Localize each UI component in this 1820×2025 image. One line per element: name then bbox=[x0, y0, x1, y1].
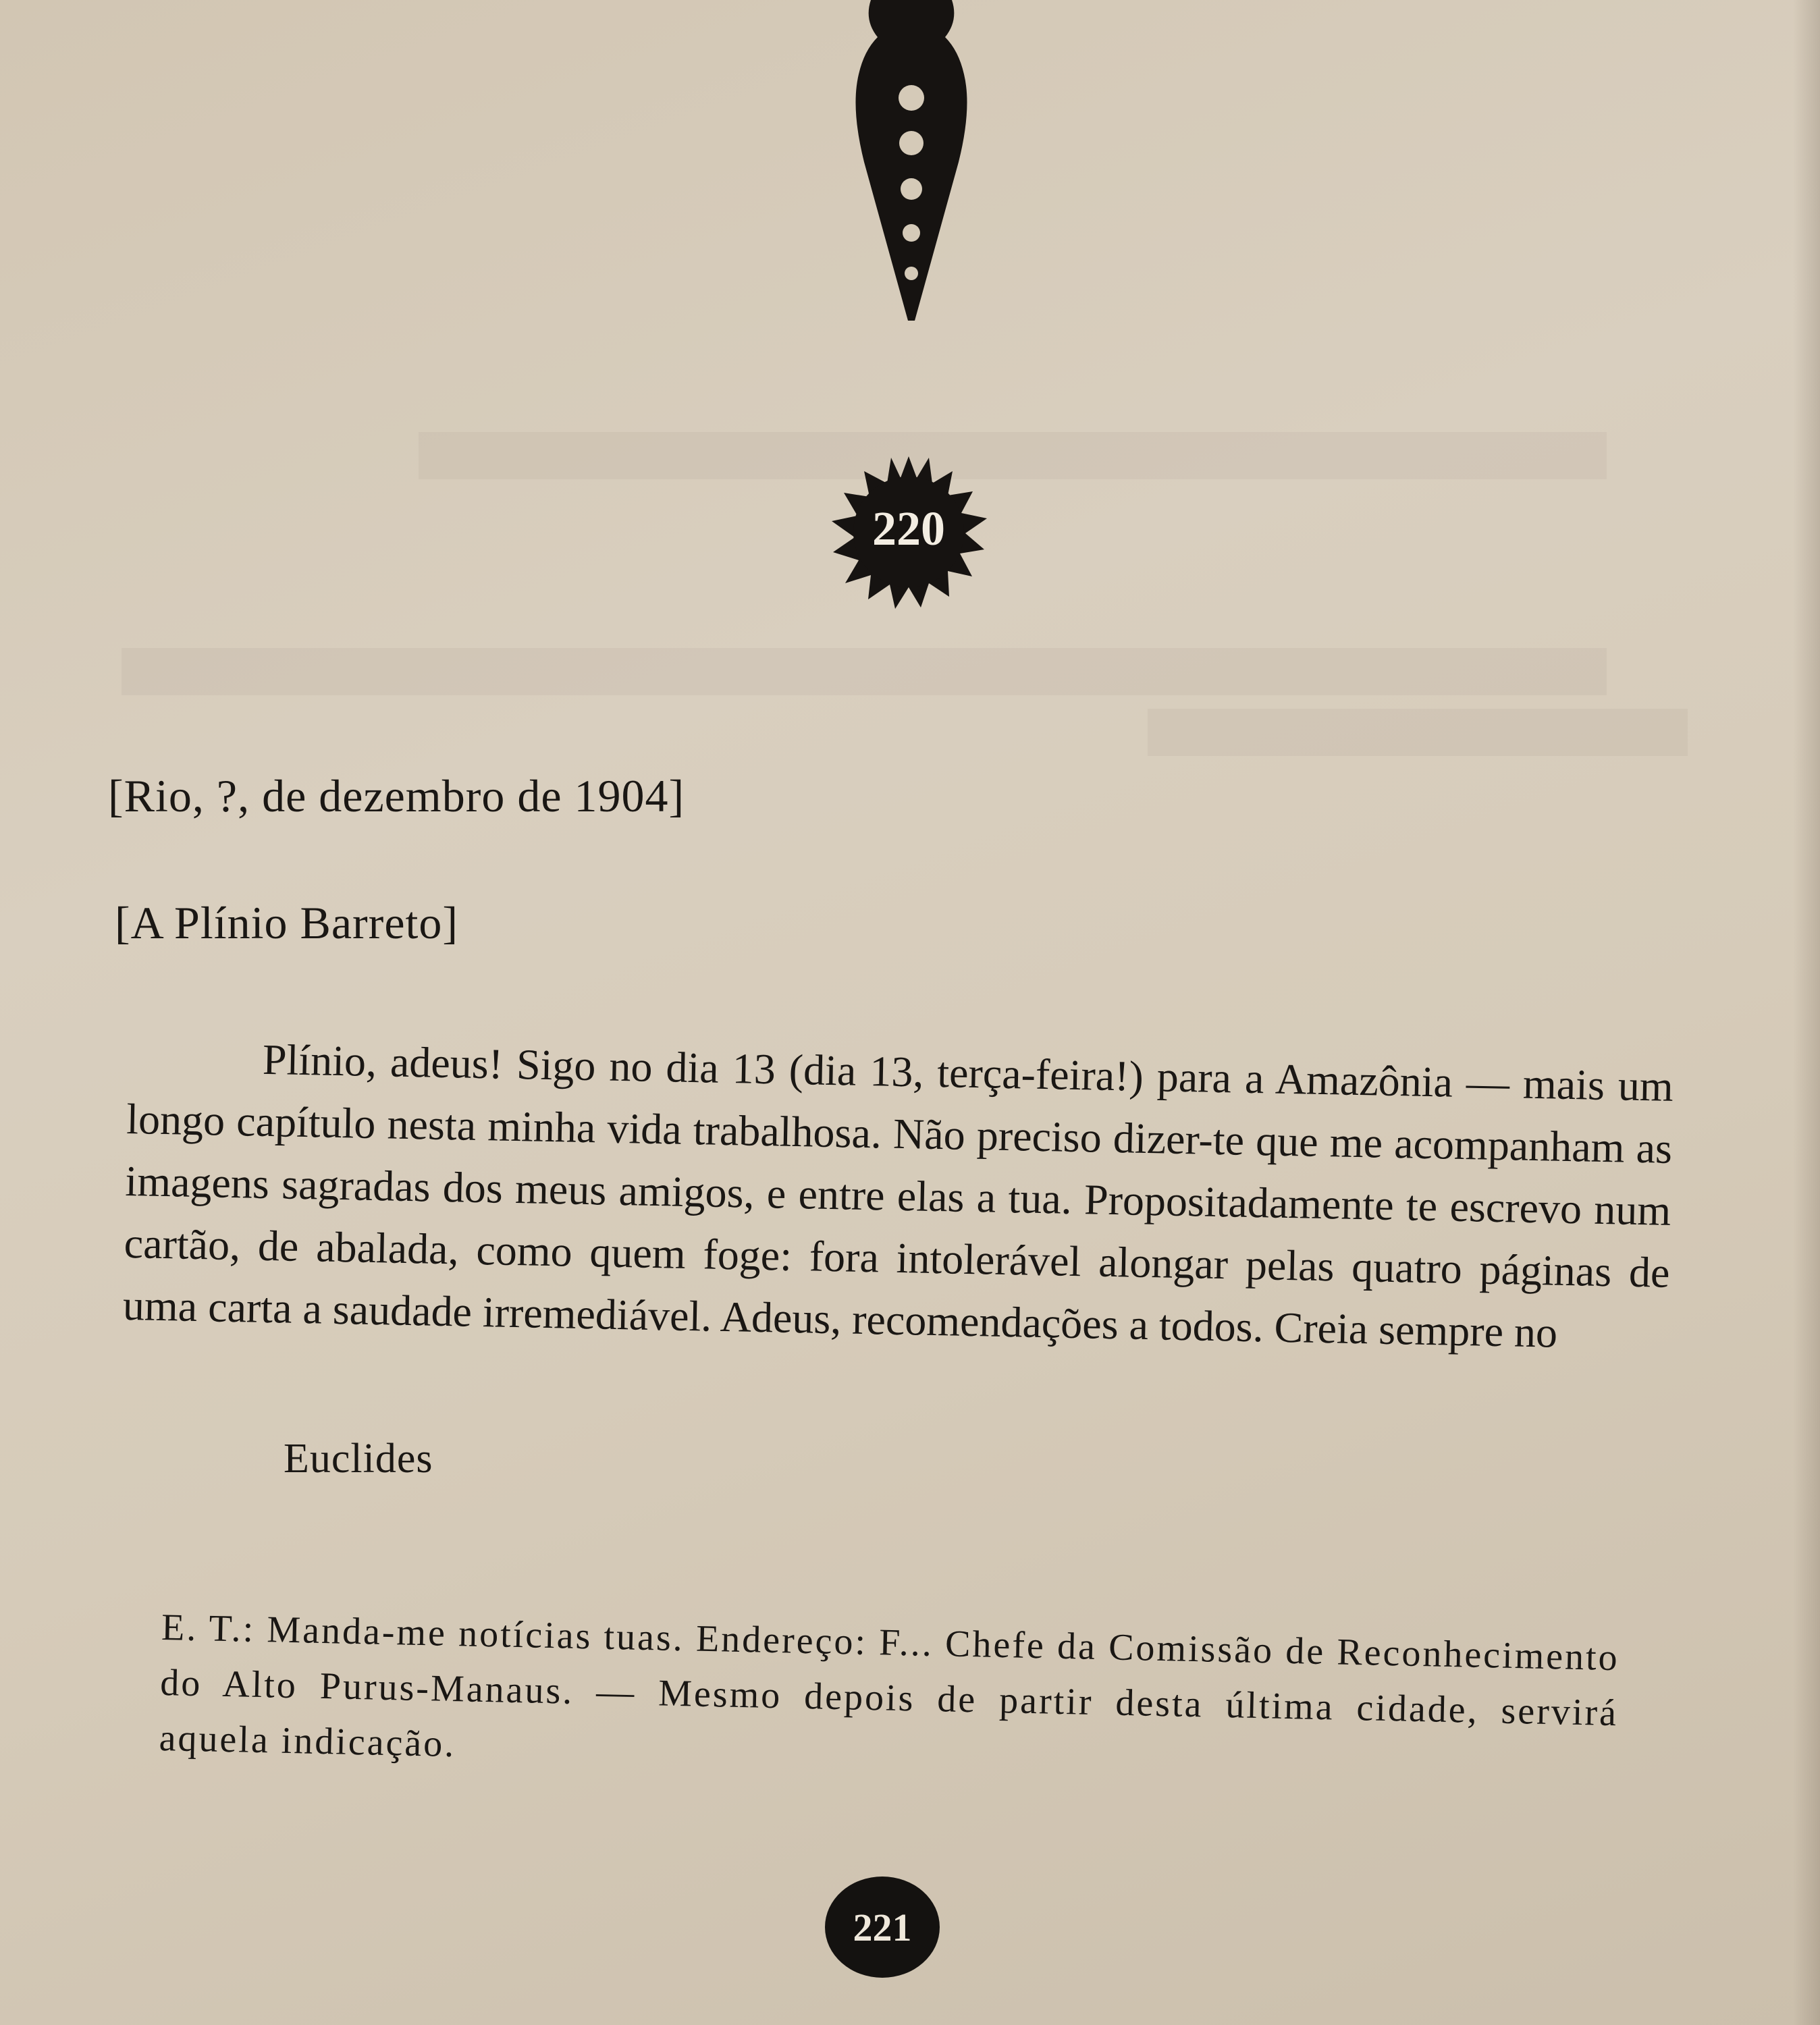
letter-recipient: [A Plínio Barreto] bbox=[115, 897, 459, 948]
letter-date: [Rio, ?, de dezembro de 1904] bbox=[108, 770, 685, 821]
page-number: 221 bbox=[853, 1906, 912, 1949]
letter-body: Plínio, adeus! Sigo no dia 13 (dia 13, terça-feira!) para a Amazônia — mais um longo capítulo nesta minha vida trabalhosa. Não preciso dizer-te que me acompanham as imagens sagradas dos meus amigos, e entre elas a tua. Propositadamente te escrevo num cartão, de abalada, como quem foge: fora intolerável alongar pelas quatro páginas de uma carta a saudade irremediável. Adeus, recomendações a todos. Creia sempre no bbox=[122, 1035, 1674, 1357]
bleed-through bbox=[122, 648, 1607, 695]
letter-postscript: E. T.: Manda-me notícias tuas. Endereço: F... Chefe da Comissão de Reconhecimento do Alto Purus-Manaus. — Mesmo depois de partir desta última cidade, servirá aquela indicação. bbox=[159, 1606, 1620, 1766]
letter-number: 220 bbox=[872, 502, 945, 556]
letter-signature: Euclides bbox=[284, 1436, 433, 1482]
bleed-through bbox=[1148, 709, 1688, 756]
bleed-through bbox=[419, 432, 1607, 479]
dagger-ornament bbox=[844, 0, 979, 331]
page-edge-shadow bbox=[1793, 0, 1820, 2025]
